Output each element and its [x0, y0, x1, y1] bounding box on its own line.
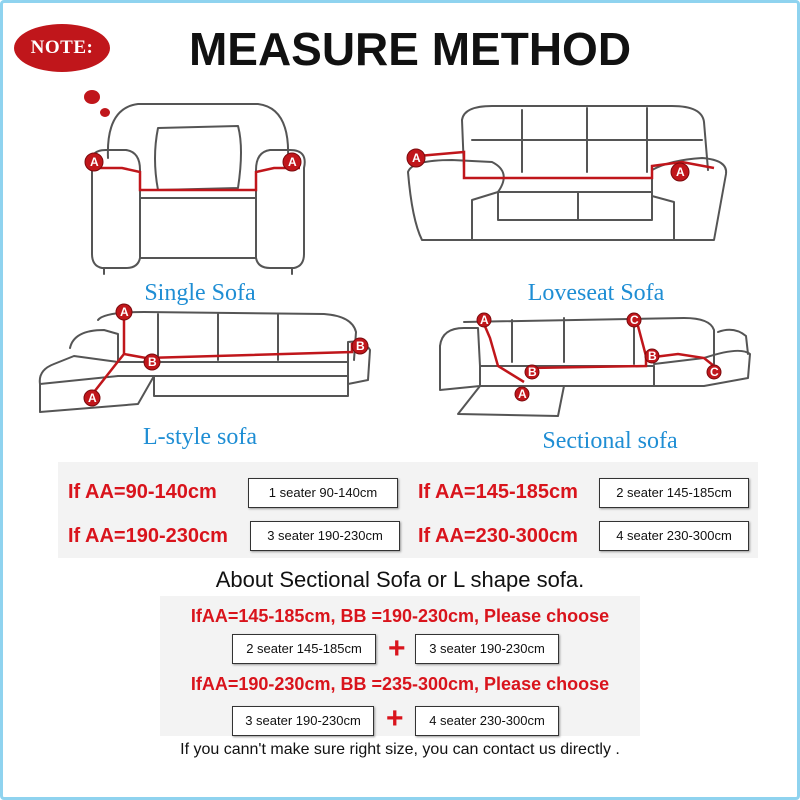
- single-sofa-caption: Single Sofa: [144, 280, 256, 306]
- l-style-sofa-caption: L-style sofa: [143, 424, 257, 450]
- marker-a-bottom: [515, 387, 529, 401]
- marker-b-right: [352, 338, 368, 354]
- svg-text:B: B: [148, 355, 157, 369]
- combo-option-box: 4 seater 230-300cm: [415, 706, 559, 736]
- svg-text:A: A: [480, 313, 489, 327]
- svg-text:C: C: [630, 313, 639, 327]
- marker-a-right: [283, 153, 301, 171]
- svg-text:A: A: [518, 387, 527, 401]
- svg-text:B: B: [648, 349, 657, 363]
- size-option-box: 2 seater 145-185cm: [599, 478, 749, 508]
- page-title: MEASURE METHOD: [188, 23, 632, 75]
- svg-text:A: A: [88, 391, 97, 405]
- combo-rule-condition: IfAA=145-185cm, BB =190-230cm, Please choose: [190, 606, 610, 626]
- size-rule-condition: If AA=90-140cm: [68, 481, 217, 503]
- marker-b-right: [645, 349, 659, 363]
- marker-c-bottom: [707, 365, 721, 379]
- marker-c-top: [627, 313, 641, 327]
- size-rule-condition: If AA=145-185cm: [418, 481, 578, 503]
- combo-option-box: 3 seater 190-230cm: [415, 634, 559, 664]
- loveseat-sofa-illustration: [402, 100, 732, 260]
- combo-option-box: 3 seater 190-230cm: [232, 706, 374, 736]
- svg-text:A: A: [412, 151, 421, 165]
- marker-b-left: [525, 365, 539, 379]
- sectional-sofa-caption: Sectional sofa: [542, 428, 678, 454]
- svg-text:C: C: [710, 365, 719, 379]
- footer-note: If you cann't make sure right size, you can contact us directly .: [180, 741, 620, 758]
- svg-text:A: A: [120, 305, 129, 319]
- single-sofa-illustration: [78, 98, 318, 276]
- size-option-box: 3 seater 190-230cm: [250, 521, 400, 551]
- size-option-box: 1 seater 90-140cm: [248, 478, 398, 508]
- marker-b-left: [144, 354, 160, 370]
- combo-option-box: 2 seater 145-185cm: [232, 634, 376, 664]
- size-option-box: 4 seater 230-300cm: [599, 521, 749, 551]
- svg-text:B: B: [528, 365, 537, 379]
- plus-sign: +: [388, 632, 406, 665]
- svg-text:A: A: [90, 155, 99, 169]
- combo-rule-condition: IfAA=190-230cm, BB =235-300cm, Please choose: [190, 674, 610, 694]
- marker-a-top: [116, 304, 132, 320]
- note-label: NOTE:: [30, 37, 94, 58]
- plus-sign: +: [386, 702, 404, 735]
- loveseat-sofa-caption: Loveseat Sofa: [527, 280, 665, 306]
- size-rule-condition: If AA=230-300cm: [418, 525, 578, 547]
- marker-a-bottom: [84, 390, 100, 406]
- marker-a-right: [671, 163, 689, 181]
- note-bubble: [14, 24, 110, 74]
- about-heading: About Sectional Sofa or L shape sofa.: [215, 567, 585, 592]
- marker-a-left: [85, 153, 103, 171]
- svg-text:B: B: [356, 339, 365, 353]
- marker-a-left: [407, 149, 425, 167]
- svg-text:A: A: [288, 155, 297, 169]
- sectional-sofa-illustration: [434, 306, 756, 430]
- size-rule-condition: If AA=190-230cm: [68, 525, 228, 547]
- svg-text:A: A: [676, 165, 685, 179]
- marker-a-top: [477, 313, 491, 327]
- l-style-sofa-illustration: [34, 300, 384, 420]
